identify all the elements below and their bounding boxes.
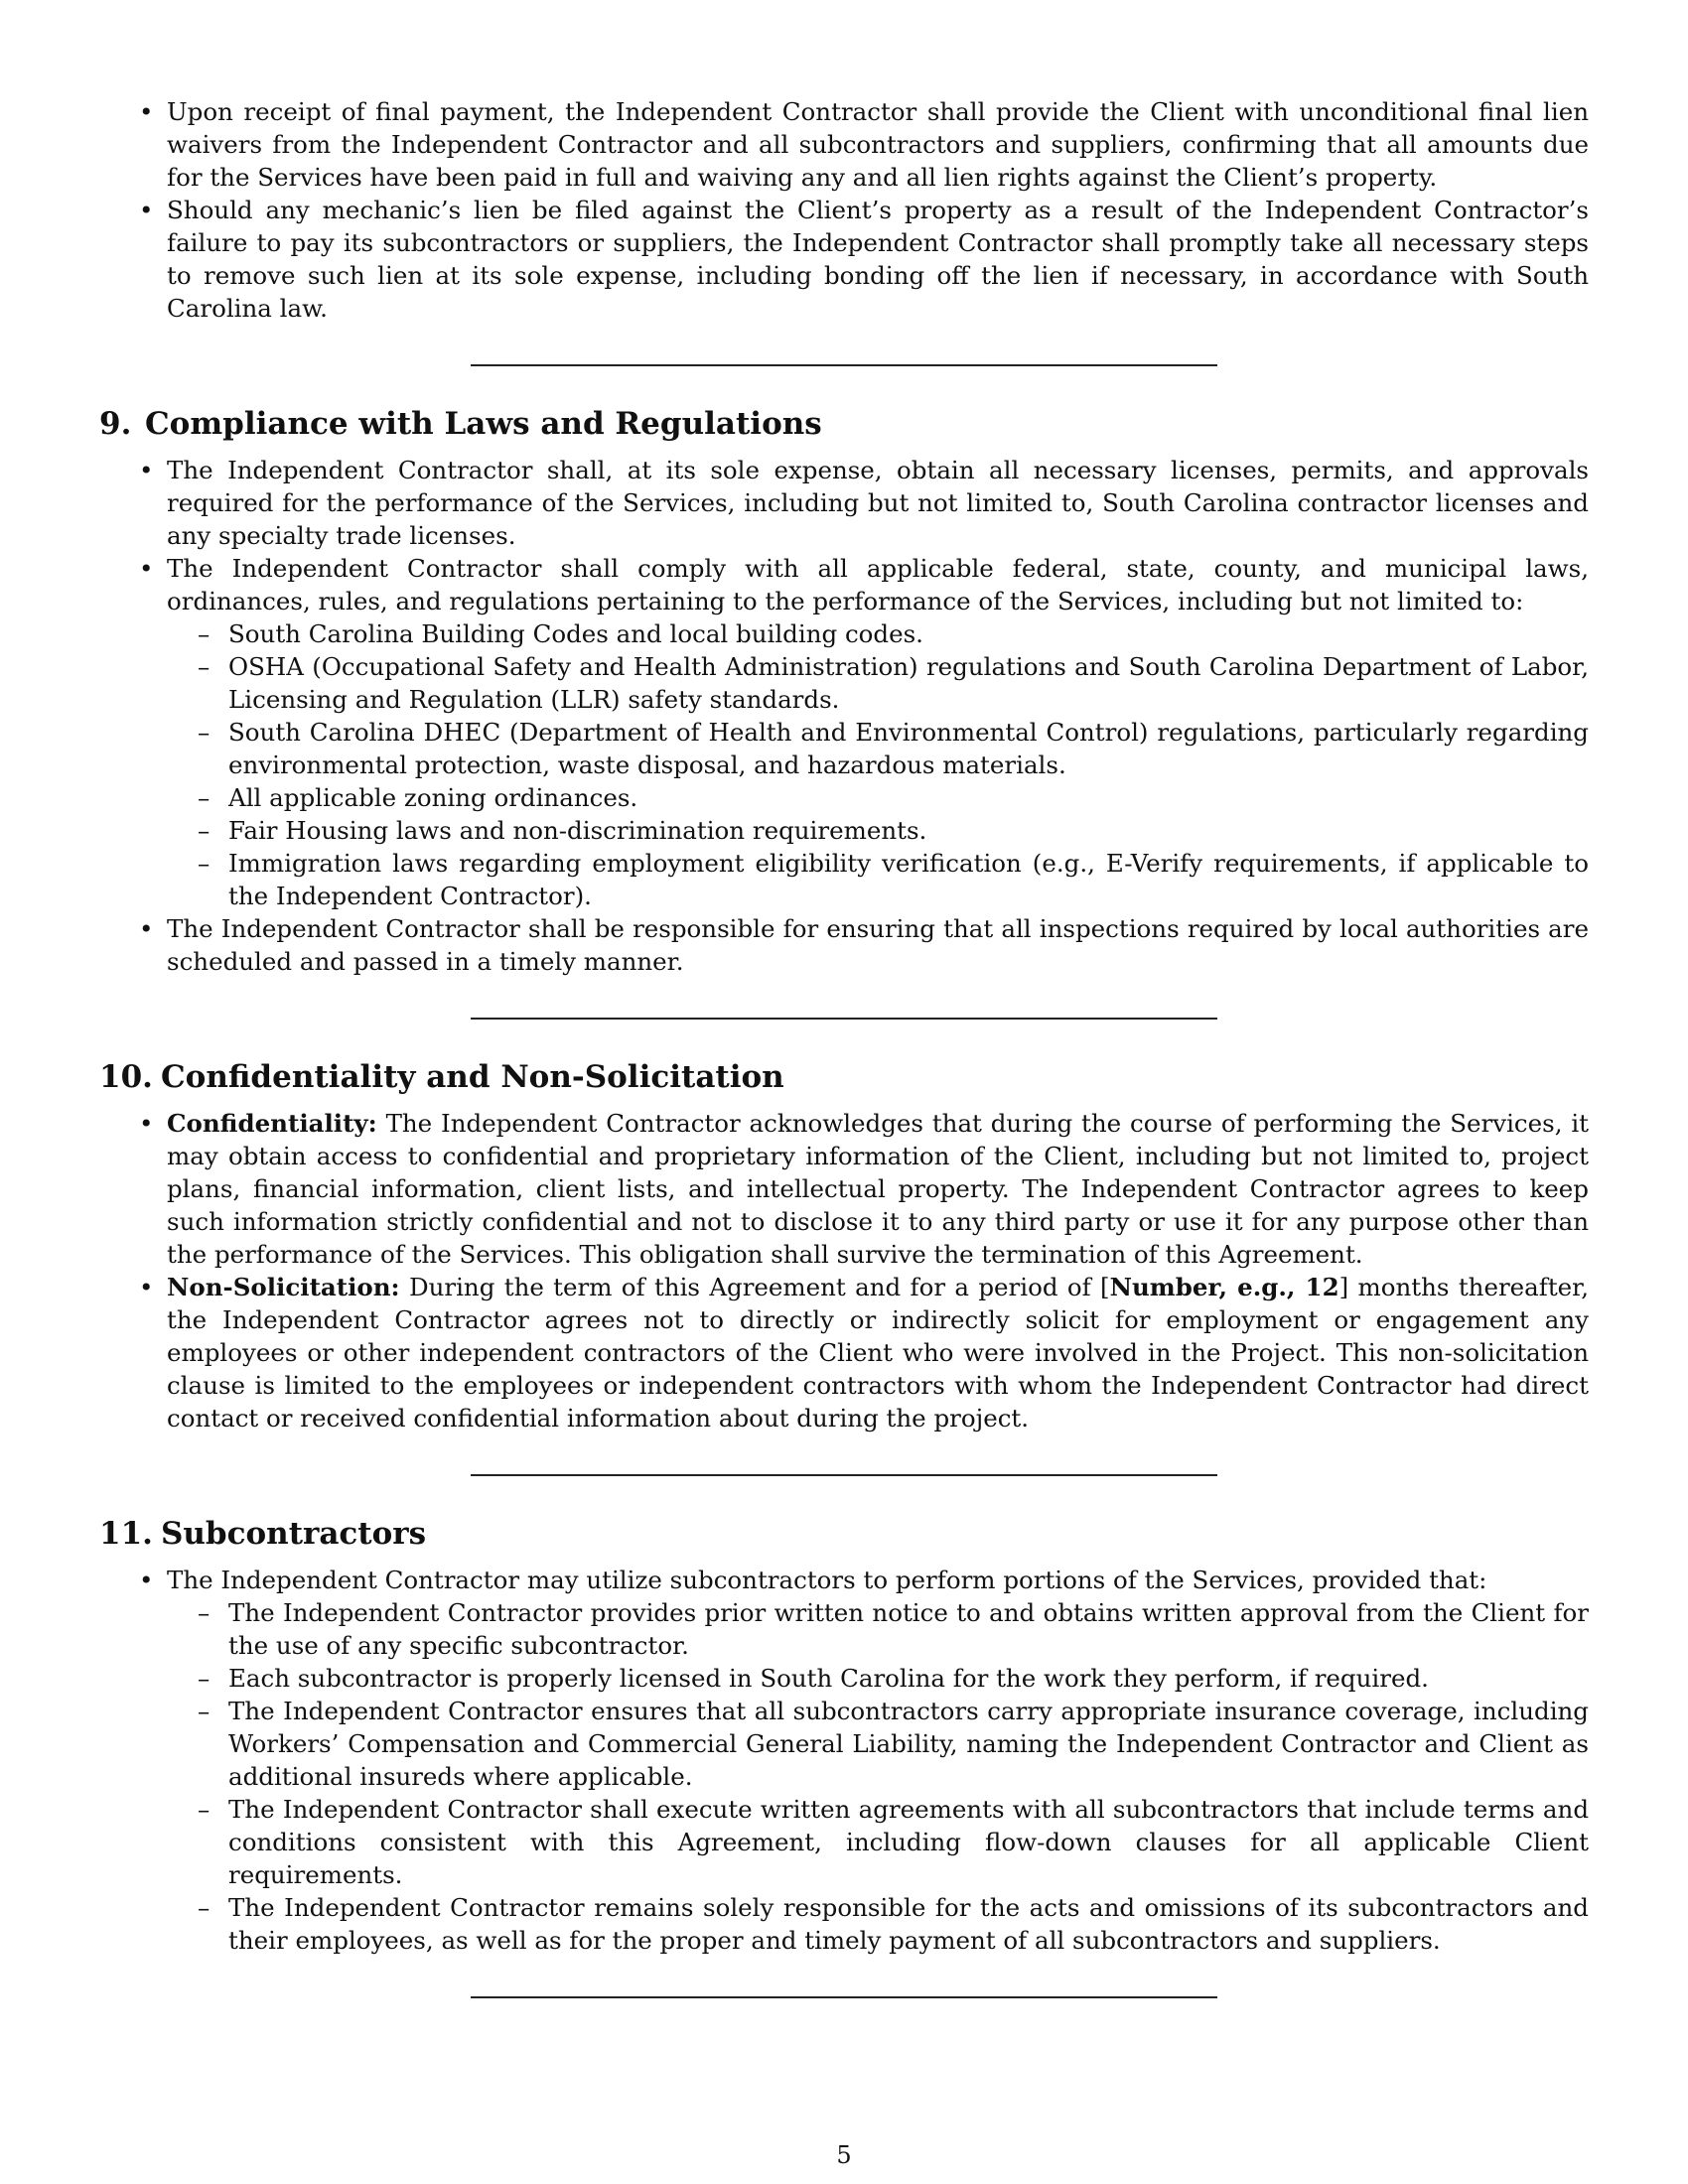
sub-list-item: – OSHA (Occupational Safety and Health Administration) regulations and South Carolina Department of Labor, Licensing and Regulation (LLR) safety standards. (228, 650, 1589, 716)
list-item (167, 1107, 1589, 1271)
section-title: Confidentiality and Non-Solicitation (161, 1059, 784, 1095)
section-divider (471, 1996, 1217, 1998)
page-number: 5 (836, 2141, 852, 2169)
sub-list-item: – South Carolina Building Codes and local building codes. (228, 617, 1589, 650)
sub-list-item: – The Independent Contractor remains solely responsible for the acts and omissions of its subcontractors and their employees, as well as for the proper and timely payment of all subcontractors and suppliers. (228, 1891, 1589, 1957)
section-number: 9. (99, 406, 132, 442)
sub-list-item: – Immigration laws regarding employment eligibility verification (e.g., E-Verify requirements, if applicable to the Independent Contractor). (228, 847, 1589, 912)
section-divider (471, 364, 1217, 366)
page-content (99, 95, 1589, 1998)
section-heading-9 (99, 404, 1589, 444)
list-item (167, 552, 1589, 912)
subcontractors-list (99, 1564, 1589, 1957)
list-item: • Should any mechanic’s lien be filed against the Client’s property as a result of the Independent Contractor’s failure to pay its subcontractors or suppliers, the Independent Contractor shall promptly take all necessary steps to remove such lien at its sole expense, including bonding off the lien if necessary, in accordance with South Carolina law. (167, 194, 1589, 325)
clause-label: Non-Solicitation: (167, 1273, 400, 1301)
section-number: 10. (99, 1059, 153, 1095)
list-item-text: The Independent Contractor may utilize subcontractors to perform portions of the Services, provided that: (167, 1566, 1487, 1594)
list-item-text: The Independent Contractor shall comply with all applicable federal, state, county, and municipal laws, ordinances, rules, and regulations pertaining to the performance of the Services, including but not limited to: (167, 554, 1589, 615)
subcontractors-sub-list (167, 1596, 1589, 1957)
section-number: 11. (99, 1516, 153, 1552)
lien-waiver-list (99, 95, 1589, 325)
clause-label: Confidentiality: (167, 1109, 377, 1138)
sub-list-item: – The Independent Contractor provides prior written notice to and obtains written approval from the Client for the use of any specific subcontractor. (228, 1596, 1589, 1662)
list-item (167, 1564, 1589, 1957)
section-divider (471, 1474, 1217, 1476)
sub-list-item: – South Carolina DHEC (Department of Health and Environmental Control) regulations, particularly regarding environmental protection, waste disposal, and hazardous materials. (228, 716, 1589, 781)
sub-list-item: – Each subcontractor is properly licensed in South Carolina for the work they perform, if required. (228, 1662, 1589, 1695)
section-title: Subcontractors (161, 1516, 427, 1552)
list-item: • Upon receipt of final payment, the Independent Contractor shall provide the Client with unconditional final lien waivers from the Independent Contractor and all subcontractors and suppliers, confirming that all amounts due for the Services have been paid in full and waiving any and all lien rights against the Client’s property. (167, 95, 1589, 194)
clause-text: During the term of this Agreement and for a period of [ (408, 1273, 1110, 1301)
list-item: • The Independent Contractor shall, at its sole expense, obtain all necessary licenses, permits, and approvals required for the performance of the Services, including but not limited to, South Carolina contractor licenses and any specialty trade licenses. (167, 454, 1589, 552)
section-divider (471, 1018, 1217, 1020)
section-title: Compliance with Laws and Regulations (145, 406, 822, 442)
compliance-sub-list (167, 617, 1589, 912)
sub-list-item: – Fair Housing laws and non-discrimination requirements. (228, 814, 1589, 847)
compliance-list (99, 454, 1589, 978)
placeholder-value: Number, e.g., 12 (1109, 1273, 1339, 1301)
list-item: • The Independent Contractor shall be responsible for ensuring that all inspections required by local authorities are scheduled and passed in a timely manner. (167, 912, 1589, 978)
confidentiality-list (99, 1107, 1589, 1434)
sub-list-item: – The Independent Contractor shall execute written agreements with all subcontractors that include terms and conditions consistent with this Agreement, including flow-down clauses for all applicable Client requirements. (228, 1793, 1589, 1891)
sub-list-item: – The Independent Contractor ensures that all subcontractors carry appropriate insurance coverage, including Workers’ Compensation and Commercial General Liability, naming the Independent Contractor and Client as additional insureds where applicable. (228, 1695, 1589, 1793)
clause-text: The Independent Contractor acknowledges that during the course of performing the Services, it may obtain access to confidential and proprietary information of the Client, including but not limited to, project plans, financial information, client lists, and intellectual property. The Independent Contractor agrees to keep such information strictly confidential and not to disclose it to any third party or use it for any purpose other than the performance of the Services. This obligation shall survive the termination of this Agreement. (167, 1109, 1590, 1269)
section-heading-11 (99, 1514, 1589, 1554)
sub-list-item: – All applicable zoning ordinances. (228, 781, 1589, 814)
list-item (167, 1271, 1589, 1434)
section-heading-10 (99, 1057, 1589, 1097)
clause-text: ] months thereafter, the Independent Contractor agrees not to directly or indirectly solicit for employment or engagement any employees or other independent contractors of the Client who were involved in the Project. This non-solicitation clause is limited to the employees or independent contractors with whom the Independent Contractor had direct contact or received confidential information about during the project. (167, 1273, 1589, 1433)
